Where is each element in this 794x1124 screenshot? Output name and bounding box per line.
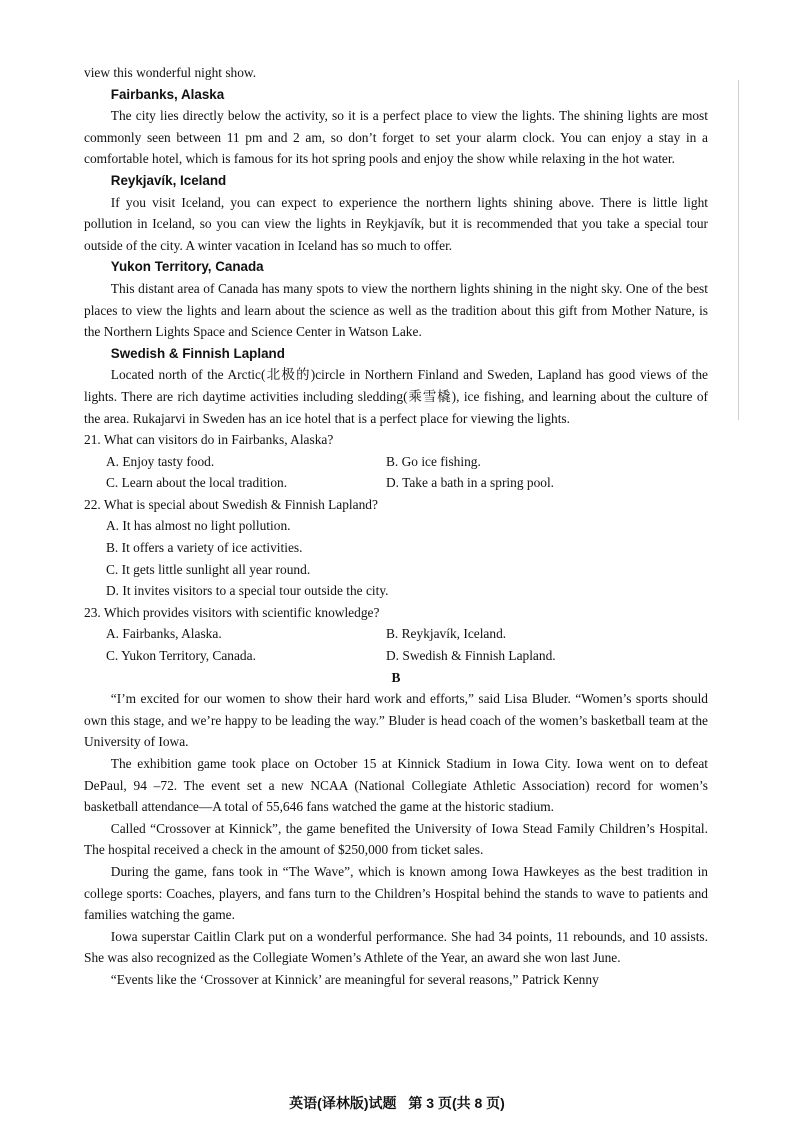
section-body-reykjavik: If you visit Iceland, you can expect to experience the northern lights shining above. There is little light pollution in Iceland, so you can view the lights in Reykjavík, but it is recommended that you take a special tour outside of the city. A winter vacation in Iceland has so much to offer. bbox=[84, 194, 708, 253]
section-heading-lapland: Swedish & Finnish Lapland bbox=[110, 345, 285, 361]
question-23-stem: 23. Which provides visitors with scientific knowledge? bbox=[84, 604, 380, 620]
passage-b-paragraph: Called “Crossover at Kinnick”, the game benefited the University of Iowa Stead Family Children’s Hospital. The hospital received a check in the amount of $250,000 from ticket sales. bbox=[84, 820, 708, 858]
question-21-option-a: A. Enjoy tasty food. bbox=[106, 453, 215, 469]
passage-b-paragraph: The exhibition game took place on October 15 at Kinnick Stadium in Iowa City. Iowa went on to defeat DePaul, 94 –72. The event set a new NCAA (National Collegiate Athletic Association) record for women’s basketball attendance—A total of 55,646 fans watched the game at the historic stadium. bbox=[84, 756, 708, 815]
exam-page bbox=[84, 62, 708, 991]
section-body-fairbanks: The city lies directly below the activity, so it is a perfect place to view the lights. The shining lights are most commonly seen between 11 pm and 2 am, so don’t forget to set your alarm clock. You can enjoy a stay in a comfortable hotel, which is famous for its hot spring pools and enjoy the show while relaxing in the hot water. bbox=[84, 108, 708, 167]
question-22-option-a: A. It has almost no light pollution. bbox=[106, 518, 291, 534]
intro-tail: view this wonderful night show. bbox=[84, 65, 257, 80]
passage-b-paragraph: “I’m excited for our women to show their hard work and efforts,” said Lisa Bluder. “Women’s sports should own this stage, and we’re happy to be leading the way.” Bluder is head coach of the women’s basketball team at the University of Iowa. bbox=[84, 691, 708, 750]
passage-b-paragraph: Iowa superstar Caitlin Clark put on a wonderful performance. She had 34 points, 11 rebounds, and 10 assists. She was also recognized as the Collegiate Women’s Athlete of the Year, an award she won last June. bbox=[84, 928, 708, 966]
passage-b-label: B bbox=[391, 669, 401, 685]
page-footer bbox=[0, 1093, 794, 1113]
section-body-yukon: This distant area of Canada has many spots to view the northern lights shining in the night sky. One of the best places to view the lights and learn about the science as well as the tradition about this gift from Mother Nature, is the Northern Lights Space and Science Center in Watson Lake. bbox=[84, 280, 708, 340]
question-21-option-b: B. Go ice fishing. bbox=[386, 453, 481, 469]
question-23-option-c: C. Yukon Territory, Canada. bbox=[106, 648, 256, 664]
question-23-option-d: D. Swedish & Finnish Lapland. bbox=[386, 648, 556, 664]
question-22-option-c: C. It gets little sunlight all year round. bbox=[106, 561, 311, 577]
passage-b-paragraph: During the game, fans took in “The Wave”, which is known among Iowa Hawkeyes as the best tradition in college sports: Coaches, players, and fans turn to the Children’s Hospital behind the stands to wave to patients and families watching the game. bbox=[84, 863, 708, 923]
question-21-options-row-2 bbox=[84, 472, 708, 494]
scan-edge-line bbox=[738, 80, 739, 420]
question-23-option-b: B. Reykjavík, Iceland. bbox=[386, 626, 507, 642]
question-21-stem: 21. What can visitors do in Fairbanks, Alaska? bbox=[84, 432, 334, 448]
passage-b-paragraph: “Events like the ‘Crossover at Kinnick’ are meaningful for several reasons,” Patrick Kenny bbox=[110, 971, 599, 987]
section-heading-fairbanks: Fairbanks, Alaska bbox=[110, 86, 225, 102]
section-heading-yukon: Yukon Territory, Canada bbox=[110, 259, 264, 275]
section-body-lapland: Located north of the Arctic(北极的)circle in Northern Finland and Sweden, Lapland has good views of the lights. There are rich daytime activities including sledding(乘雪橇), ice fishing, and learning about the culture of the area. Rukajarvi in Sweden has an ice hotel that is a perfect place for viewing the lights. bbox=[84, 367, 708, 426]
question-23-options-row-2 bbox=[84, 645, 708, 667]
footer-subject: 英语(译林版)试题 bbox=[289, 1095, 397, 1111]
question-23-options-row-1 bbox=[84, 623, 708, 645]
question-22-option-d: D. It invites visitors to a special tour outside the city. bbox=[106, 583, 389, 599]
question-22-stem: 22. What is special about Swedish & Finnish Lapland? bbox=[84, 496, 378, 512]
question-23-option-a: A. Fairbanks, Alaska. bbox=[106, 626, 222, 642]
question-22-option-b: B. It offers a variety of ice activities. bbox=[106, 540, 303, 556]
question-21-options-row-1 bbox=[84, 451, 708, 473]
question-21-option-d: D. Take a bath in a spring pool. bbox=[386, 475, 555, 491]
section-heading-reykjavik: Reykjavík, Iceland bbox=[110, 172, 227, 188]
question-21-option-c: C. Learn about the local tradition. bbox=[106, 475, 288, 491]
footer-page-number: 第 3 页(共 8 页) bbox=[408, 1095, 505, 1111]
